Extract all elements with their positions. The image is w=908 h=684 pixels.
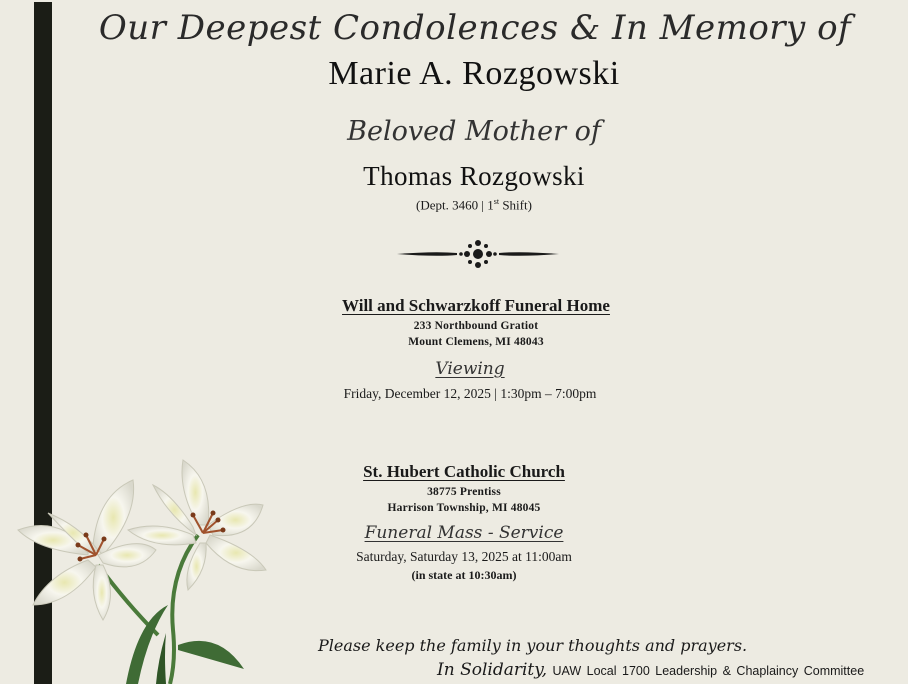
flourish-ornament-icon xyxy=(395,238,561,270)
member-name: Thomas Rozgowski xyxy=(363,161,585,191)
lily-flowers-illustration-icon xyxy=(8,455,273,684)
closing-signature xyxy=(437,660,864,680)
dept-text: (Dept. 3460 | 1 xyxy=(416,197,494,213)
viewing-label: Viewing xyxy=(435,359,505,379)
viewing-address-line2: Mount Clemens, MI 48043 xyxy=(408,336,544,348)
deceased-name: Marie A. Rozgowski xyxy=(328,55,620,92)
viewing-address-line1: 233 Northbound Gratiot xyxy=(413,320,539,332)
service-address-line1: 38775 Prentiss xyxy=(427,486,501,498)
shift-text: Shift) xyxy=(499,197,532,213)
member-department xyxy=(20,197,908,213)
condolence-heading: Our Deepest Condolences & In Memory of xyxy=(98,8,852,48)
viewing-venue: Will and Schwarzkoff Funeral Home xyxy=(342,296,610,315)
service-venue: St. Hubert Catholic Church xyxy=(363,462,565,481)
organization-text: UAW Local 1700 Leadership & Chaplaincy Committee xyxy=(547,664,865,678)
service-note: (in state at 10:30am) xyxy=(411,568,517,582)
closing-prayer: Please keep the family in your thoughts and prayers. xyxy=(318,636,748,655)
shift-ordinal: st xyxy=(493,197,500,206)
service-datetime: Saturday, Saturday 13, 2025 at 11:00am xyxy=(356,549,572,564)
viewing-datetime: Friday, December 12, 2025 | 1:30pm – 7:00pm xyxy=(343,386,597,401)
relation-line: Beloved Mother of xyxy=(347,116,601,147)
solidarity-text: In Solidarity, xyxy=(437,660,547,680)
service-address-line2: Harrison Township, MI 48045 xyxy=(387,502,541,514)
lily-right xyxy=(128,460,266,590)
service-label: Funeral Mass - Service xyxy=(364,523,564,543)
leaves xyxy=(126,605,244,684)
